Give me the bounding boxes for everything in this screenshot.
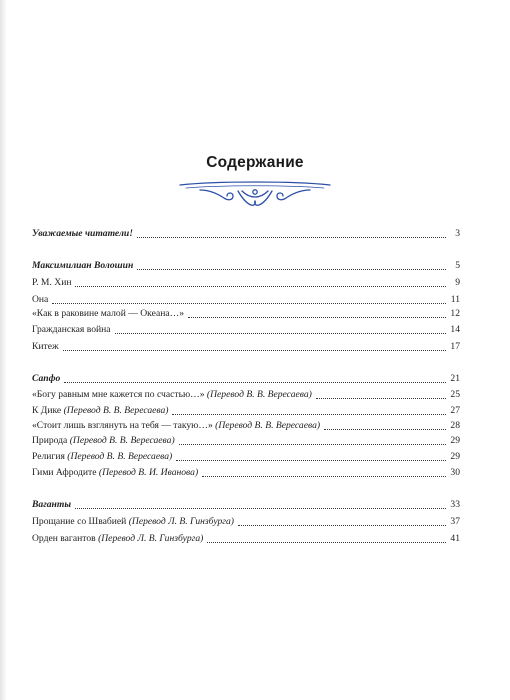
toc-entry-translator: (Перевод В. В. Вересаева) (215, 420, 321, 431)
toc-entry-translator: (Перевод В. В. Вересаева) (63, 405, 169, 416)
toc-entry-title: Р. М. Хин (32, 277, 72, 288)
toc-entry-title: Религия (32, 451, 65, 462)
leader-dots (63, 350, 446, 351)
toc-entry[interactable] (32, 449, 460, 463)
toc-entry[interactable] (32, 322, 460, 336)
leader-dots (238, 525, 446, 526)
leader-dots (52, 303, 446, 304)
toc-entry-title: «Стоит лишь взглянуть на тебя — такую…» (32, 420, 213, 431)
toc-page-number: 33 (450, 499, 460, 510)
toc-section-vagants[interactable] (32, 497, 460, 511)
toc-entry-title: «Богу равным мне кажется по счастью…» (32, 389, 205, 400)
toc-page-number: 21 (450, 373, 460, 384)
toc-section-author: Ваганты (32, 499, 71, 510)
leader-dots (176, 460, 446, 461)
page-title: Содержание (206, 154, 304, 171)
toc-entry-intro[interactable] (32, 226, 460, 240)
toc-entry-title: Уважаемые читатели! (32, 228, 133, 239)
toc-page-number: 37 (450, 516, 460, 527)
toc-entry-translator: (Перевод В. В. Вересаева) (206, 389, 312, 400)
toc-entry-translator: (Перевод Л. В. Гинзбурга) (98, 533, 204, 544)
leader-dots (188, 317, 446, 318)
toc-entry-title: Прощание со Швабией (32, 516, 127, 527)
toc-page-number: 25 (450, 389, 460, 400)
toc-entry-title: Гими Афродите (32, 467, 97, 478)
toc-entry-title: Она (32, 294, 49, 305)
toc-page-number: 12 (450, 308, 460, 319)
leader-dots (324, 429, 446, 430)
leader-dots (75, 286, 446, 287)
toc-entry-translator: (Перевод В. В. Вересаева) (67, 451, 173, 462)
toc-section-voloshin[interactable] (32, 258, 460, 272)
leader-dots (137, 269, 446, 270)
toc-page-number: 5 (455, 260, 460, 271)
toc-page-number: 27 (450, 405, 460, 416)
toc-entry-title: «Как в раковине малой — Океана…» (32, 308, 185, 319)
toc-entry[interactable] (32, 292, 460, 306)
toc-page-number: 29 (450, 435, 460, 446)
toc-page-number: 9 (455, 277, 460, 288)
toc-page-number: 17 (450, 341, 460, 352)
toc-entry[interactable] (32, 339, 460, 353)
leader-dots (64, 382, 446, 383)
toc-section-author: Максимилиан Волошин (32, 260, 134, 271)
leader-dots (316, 398, 446, 399)
toc-entry-title: Природа (32, 435, 68, 446)
toc-entry[interactable] (32, 514, 460, 528)
toc-entry-translator: (Перевод В. И. Иванова) (98, 467, 199, 478)
toc-entry-title: Китеж (32, 341, 59, 352)
toc-entry[interactable] (32, 275, 460, 289)
toc-page-number: 41 (450, 533, 460, 544)
toc-entry[interactable] (32, 418, 460, 432)
leader-dots (172, 414, 446, 415)
toc-entry[interactable] (32, 403, 460, 417)
toc-page-number: 29 (450, 451, 460, 462)
toc-section-sappho[interactable] (32, 371, 460, 385)
leader-dots (202, 476, 446, 477)
toc-page-number: 3 (455, 228, 460, 239)
toc-entry[interactable] (32, 306, 460, 320)
toc-page-number: 30 (450, 467, 460, 478)
toc-entry-title: К Дике (32, 405, 62, 416)
toc-entry-title: Орден вагантов (32, 533, 96, 544)
toc-entry[interactable] (32, 531, 460, 545)
toc-page-number: 28 (450, 420, 460, 431)
toc-entry-translator: (Перевод Л. В. Гинзбурга) (128, 516, 234, 527)
toc-entry[interactable] (32, 387, 460, 401)
toc-section-author: Сапфо (32, 373, 61, 384)
leader-dots (207, 542, 446, 543)
leader-dots (75, 508, 446, 509)
leader-dots (179, 444, 446, 445)
toc-entry[interactable] (32, 433, 460, 447)
leader-dots (137, 237, 446, 238)
toc-entry-title: Гражданская война (32, 324, 111, 335)
toc-entry-translator: (Перевод В. В. Вересаева) (69, 435, 175, 446)
toc-page-number: 11 (450, 294, 460, 305)
toc-entry[interactable] (32, 465, 460, 479)
toc-page-number: 14 (450, 324, 460, 335)
leader-dots (115, 333, 446, 334)
